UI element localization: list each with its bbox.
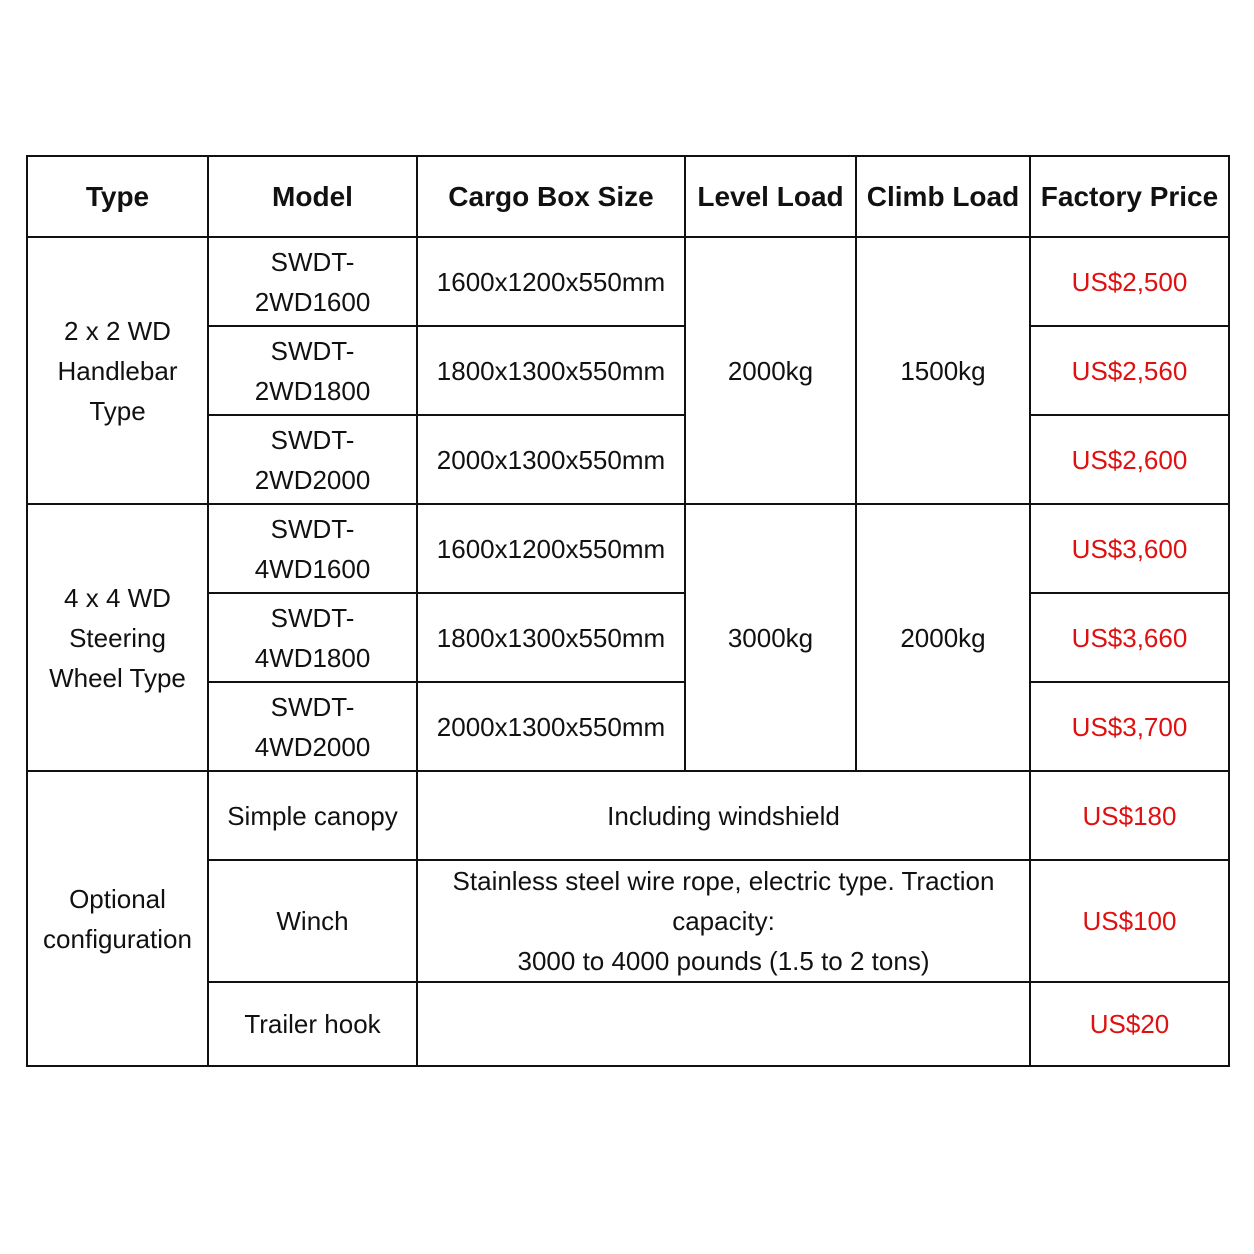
type-cell [27,504,208,771]
type-line: Steering [69,622,166,653]
cargo-size-cell: 1800x1300x550mm [417,593,685,682]
table-row [27,982,1229,1066]
price-cell: US$2,560 [1030,326,1229,415]
header-level-load: Level Load [685,156,856,237]
table-row [27,860,1229,982]
table-row [27,771,1229,860]
cargo-size-cell: 2000x1300x550mm [417,682,685,771]
model-cell: SWDT-2WD1800 [208,326,417,415]
type-cell [27,237,208,504]
type-line: 4 x 4 WD [64,582,171,613]
model-cell: SWDT-2WD1600 [208,237,417,326]
header-type: Type [27,156,208,237]
header-climb-load: Climb Load [856,156,1030,237]
option-desc-cell [417,771,1030,860]
option-desc-line: 3000 to 4000 pounds (1.5 to 2 tons) [517,946,930,976]
model-cell: SWDT-4WD2000 [208,682,417,771]
table-row [27,682,1229,771]
cargo-size-cell: 1600x1200x550mm [417,237,685,326]
cargo-size-cell: 2000x1300x550mm [417,415,685,504]
climb-load-cell: 1500kg [856,237,1030,504]
type-line: Optional [69,883,166,914]
price-cell: US$180 [1030,771,1229,860]
type-line: Type [89,395,146,426]
option-desc-cell [417,860,1030,982]
model-cell: SWDT-2WD2000 [208,415,417,504]
climb-load-cell: 2000kg [856,504,1030,771]
type-line: 2 x 2 WD [64,315,171,346]
type-line: Wheel Type [49,662,186,693]
header-row [27,156,1229,237]
type-line: configuration [43,923,192,954]
level-load-cell: 3000kg [685,504,856,771]
cargo-size-cell: 1800x1300x550mm [417,326,685,415]
model-cell: SWDT-4WD1800 [208,593,417,682]
price-cell: US$3,660 [1030,593,1229,682]
table-row [27,326,1229,415]
option-desc-line: Including windshield [607,800,840,831]
table-row [27,504,1229,593]
optional-type-cell [27,771,208,1066]
price-table [26,155,1230,1067]
table-row [27,415,1229,504]
option-name-cell: Winch [208,860,417,982]
option-desc-line: Stainless steel wire rope, electric type. Traction capacity: [452,866,995,936]
option-name-cell: Trailer hook [208,982,417,1066]
header-cargo-box-size: Cargo Box Size [417,156,685,237]
option-desc-cell [417,982,1030,1066]
header-model: Model [208,156,417,237]
price-cell: US$3,700 [1030,682,1229,771]
type-line: Handlebar [57,355,178,386]
cargo-size-cell: 1600x1200x550mm [417,504,685,593]
header-factory-price: Factory Price [1030,156,1229,237]
model-cell: SWDT-4WD1600 [208,504,417,593]
price-cell: US$20 [1030,982,1229,1066]
table-row [27,593,1229,682]
price-cell: US$2,500 [1030,237,1229,326]
table-row [27,237,1229,326]
price-cell: US$3,600 [1030,504,1229,593]
price-cell: US$100 [1030,860,1229,982]
level-load-cell: 2000kg [685,237,856,504]
option-name-cell: Simple canopy [208,771,417,860]
price-cell: US$2,600 [1030,415,1229,504]
